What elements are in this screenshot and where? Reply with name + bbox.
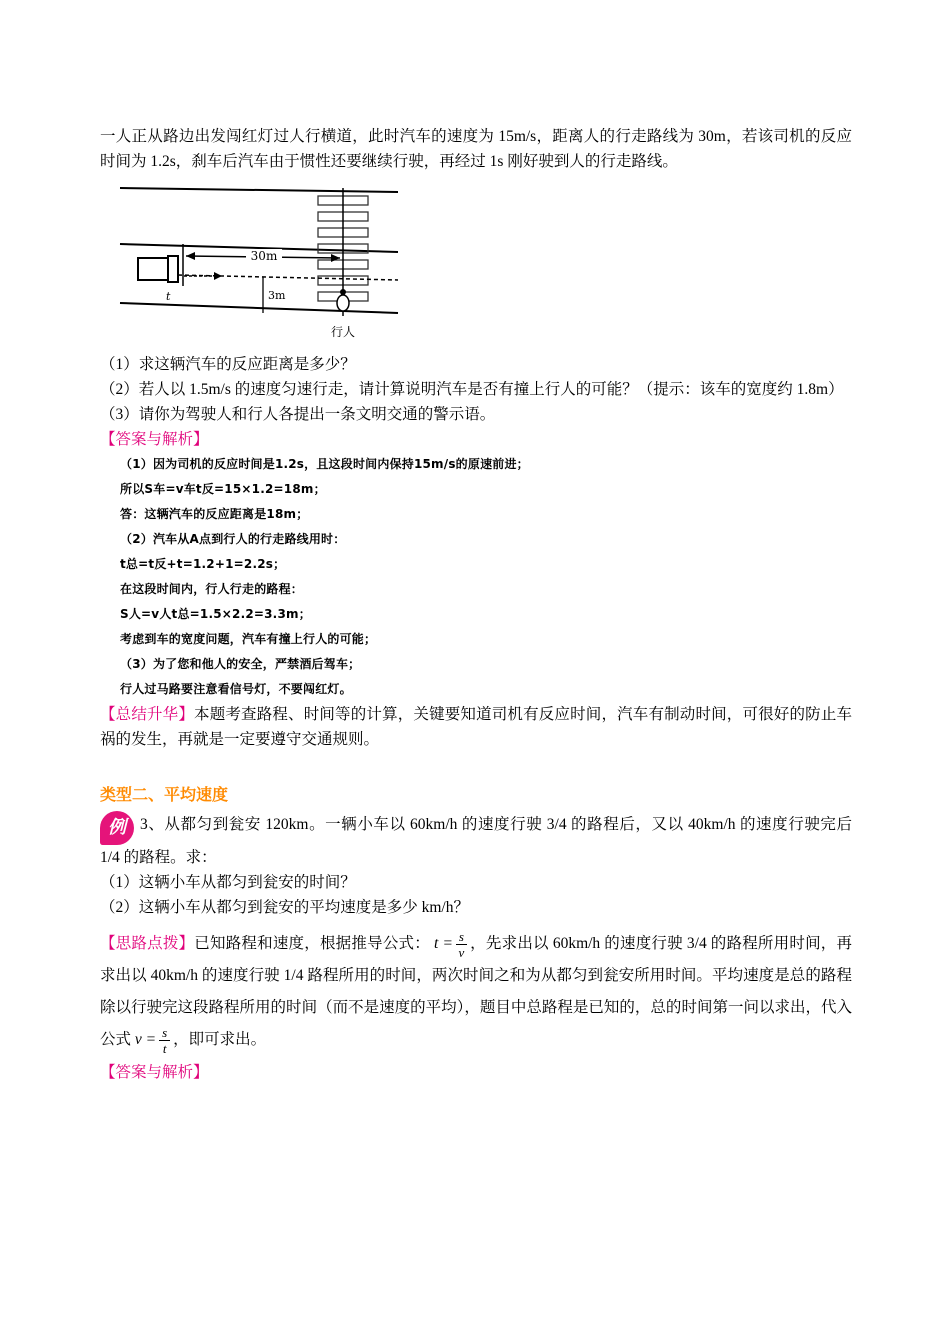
- gap-label: 3m: [268, 289, 286, 302]
- hint-post: ，先求出以 60km/h 的速度行驶 3/4 的路程所用时间，再求出以 40km/h 的速度行驶 1/4 路程所用的时间，两次时间之和为从都匀到瓮安所用时间。平均速度是总的路程除以行驶完这段路程所用的时间（而不是速度的平均），题目中总路程是已知的，总的时间第一问以求出，代入公式: [100, 935, 852, 1048]
- crosswalk-figure: [118, 178, 418, 343]
- hint-end: ，即可求出。: [173, 1031, 267, 1048]
- pedestrian-label: 行人: [330, 325, 356, 339]
- formula-2-denominator: t: [162, 1040, 167, 1056]
- formula-2-lhs: v =: [134, 1031, 157, 1048]
- hint-label: 【思路点拨】: [100, 935, 195, 952]
- answer-line: （3）为了您和他人的安全，严禁酒后驾车；: [120, 657, 361, 671]
- answer-line: S人=v人t总=1.5×2.2=3.3m；: [120, 607, 311, 621]
- summary-text: 本题考查路程、时间等的计算，关键要知道司机有反应时间，汽车有制动时间，可很好的防止车祸的发生，再就是一定要遵守交通规则。: [100, 706, 852, 748]
- example-question-1: （1）这辆小车从都匀到瓮安的时间？: [100, 874, 356, 891]
- answer-label: 【答案与解析】: [100, 431, 209, 448]
- example-question-2: （2）这辆小车从都匀到瓮安的平均速度是多少 km/h？: [100, 899, 469, 916]
- example-text: 3、从都匀到瓮安 120km。一辆小车以 60km/h 的速度行驶 3/4 的路程后，又以 40km/h 的速度行驶完后 1/4 的路程。求：: [100, 816, 852, 866]
- answer-line: 所以S车=v车t反=15×1.2=18m；: [120, 482, 326, 496]
- section-heading: 类型二、平均速度: [100, 785, 229, 804]
- example-intro: [100, 811, 852, 870]
- answer-line: 答：这辆汽车的反应距离是18m；: [120, 507, 309, 521]
- answer-line: （2）汽车从A点到行人的行走路线用时：: [120, 532, 346, 546]
- answer-line: t总=t反+t=1.2+1=2.2s；: [120, 557, 286, 571]
- formula-1-lhs: t =: [434, 935, 453, 952]
- answer-line: 行人过马路要注意看信号灯，不要闯红灯。: [120, 682, 352, 696]
- formula-1-denominator: v: [458, 944, 465, 960]
- formula-2-numerator: s: [159, 1025, 170, 1041]
- answer-body: [100, 452, 852, 702]
- summary-label: 【总结升华】: [100, 706, 195, 723]
- answer-line: 在这段时间内，行人行走的路程：: [120, 582, 304, 596]
- question-2: （2）若人以 1.5m/s 的速度匀速行走，请计算说明汽车是否有撞上行人的可能？（提示：该车的宽度约 1.8m）: [100, 381, 844, 398]
- example-badge: 例: [100, 811, 134, 845]
- summary: [100, 702, 852, 752]
- crosswalk-diagram: [118, 178, 852, 348]
- answer-label-2: 【答案与解析】: [100, 1064, 209, 1081]
- document-page: [100, 124, 852, 1085]
- hint-pre: 已知路程和速度，根据推导公式：: [194, 935, 430, 952]
- formula-1-fraction: [456, 929, 467, 960]
- formula-2-fraction: [159, 1025, 170, 1056]
- answer-line: （1）因为司机的反应时间是1.2s，且这段时间内保持15m/s的原速前进；: [120, 457, 529, 471]
- hint-paragraph: [100, 928, 852, 1056]
- car-time-label: t: [166, 290, 171, 303]
- question-1: （1）求这辆汽车的反应距离是多少？: [100, 356, 356, 373]
- distance-label: 30m: [250, 249, 278, 263]
- problem-intro: 一人正从路边出发闯红灯过人行横道，此时汽车的速度为 15m/s，距离人的行走路线为 30m，若该司机的反应时间为 1.2s，刹车后汽车由于惯性还要继续行驶，再经过 1s 刚好驶到人的行走路线。: [100, 128, 852, 170]
- question-3: （3）请你为驾驶人和行人各提出一条文明交通的警示语。: [100, 406, 496, 423]
- formula-1-numerator: s: [456, 929, 467, 945]
- answer-line: 考虑到车的宽度问题，汽车有撞上行人的可能；: [120, 632, 377, 646]
